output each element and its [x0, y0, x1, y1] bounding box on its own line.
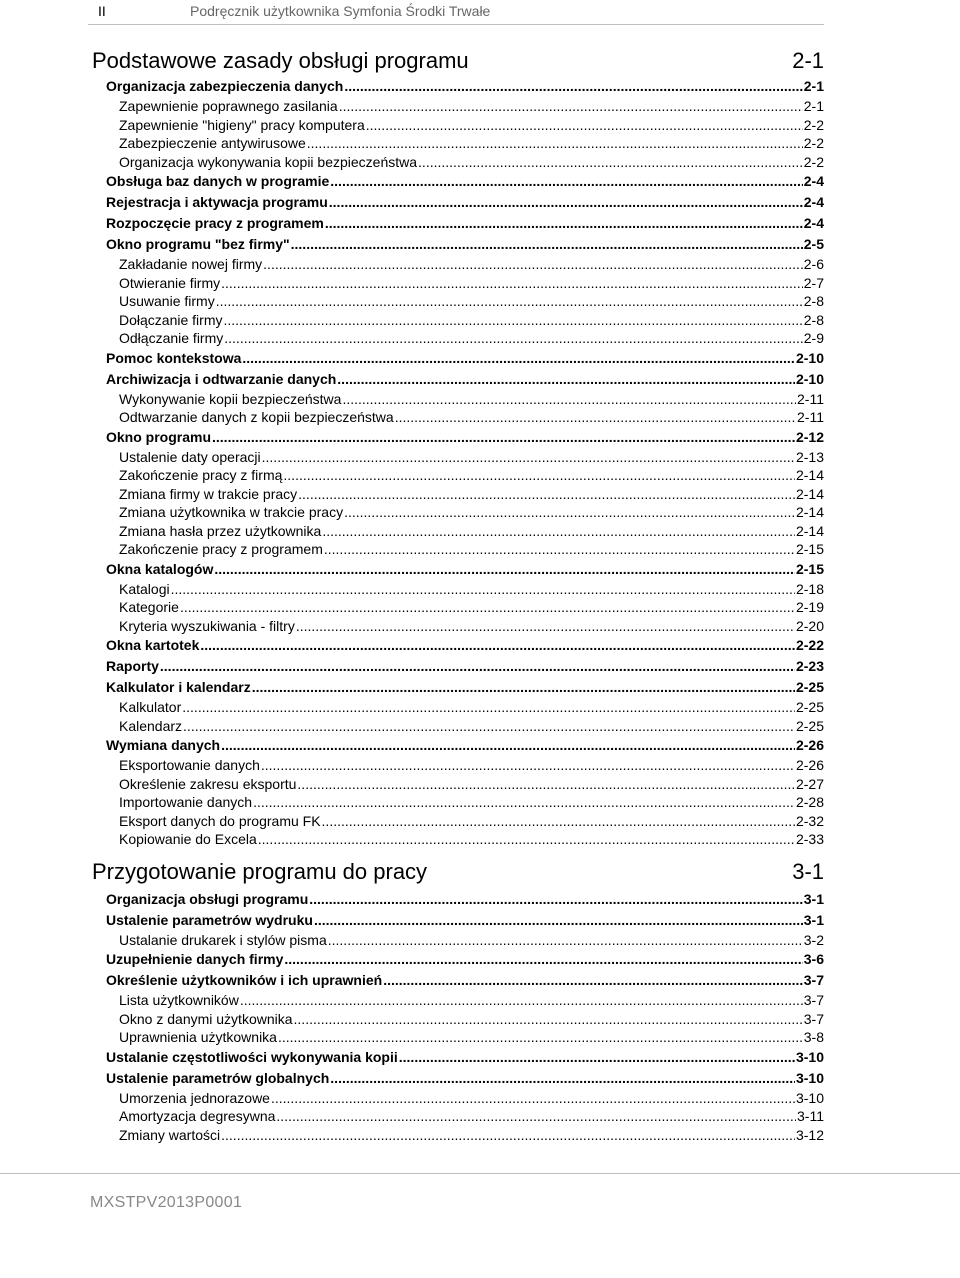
dot-leader [224, 329, 803, 348]
entry-label: Określenie zakresu eksportu [119, 775, 297, 792]
entry-page: 2-4 [803, 215, 824, 231]
entry-label: Organizacja obsługi programu [106, 890, 309, 907]
toc-subsection-entry[interactable] [92, 255, 824, 274]
entry-label: Okno z danymi użytkownika [119, 1010, 293, 1027]
entry-page: 2-22 [795, 637, 824, 653]
toc-section-entry[interactable] [92, 656, 824, 677]
entry-label: Umorzenia jednorazowe [119, 1089, 270, 1106]
toc-section-entry[interactable] [92, 234, 824, 255]
entry-label: Usuwanie firmy [119, 293, 215, 309]
dot-leader [221, 735, 795, 756]
toc-subsection-entry[interactable] [92, 598, 824, 617]
dot-leader [160, 656, 795, 677]
entry-page: 3-1 [803, 911, 824, 928]
page-number: II [98, 3, 106, 19]
entry-label: Zmiana firmy w trakcie pracy [119, 485, 298, 502]
entry-page: 3-7 [803, 1010, 824, 1027]
dot-leader [330, 171, 802, 192]
toc-section-entry[interactable] [92, 970, 824, 991]
entry-label: Zmiana użytkownika w trakcie pracy [119, 504, 344, 520]
dot-leader [252, 677, 795, 698]
entry-label: Zakładanie nowej firmy [119, 256, 263, 272]
toc-section-entry[interactable] [92, 427, 824, 448]
entry-label: Uprawnienia użytkownika [119, 1029, 277, 1045]
entry-label: Organizacja wykonywania kopii bezpieczeństwa [119, 153, 418, 170]
toc-subsection-entry[interactable] [92, 1089, 824, 1108]
dot-leader [383, 970, 803, 991]
entry-page: 3-10 [795, 1048, 824, 1065]
entry-page: 2-11 [797, 390, 824, 407]
chapter-heading[interactable] [92, 855, 824, 889]
entry-label: Okno programu "bez firmy" [106, 236, 290, 252]
entry-page: 2-2 [803, 116, 824, 133]
dot-leader [212, 427, 795, 448]
entry-label: Eksport danych do programu FK [119, 812, 321, 829]
dot-leader [240, 991, 803, 1010]
dot-leader [322, 522, 795, 541]
toc-subsection-entry[interactable] [92, 448, 824, 467]
entry-page: 2-32 [795, 812, 824, 829]
entry-page: 2-12 [795, 428, 824, 445]
entry-page: 3-7 [803, 972, 824, 988]
entry-label: Kategorie [119, 599, 179, 615]
entry-page: 3-8 [803, 1029, 824, 1045]
entry-label: Kalkulator i kalendarz [106, 679, 251, 695]
entry-label: Okna katalogów [106, 560, 214, 577]
entry-page: 3-1 [803, 890, 824, 907]
entry-label: Ustalenie daty operacji [119, 448, 261, 465]
entry-label: Wykonywanie kopii bezpieczeństwa [119, 390, 342, 407]
entry-label: Rejestracja i aktywacja programu [106, 194, 328, 210]
dot-leader [221, 1126, 795, 1145]
toc-section-entry[interactable] [92, 1068, 824, 1089]
entry-page: 3-12 [795, 1126, 824, 1143]
entry-page: 2-9 [803, 330, 824, 346]
document-code: MXSTPV2013P0001 [90, 1194, 243, 1211]
footer-divider [0, 1173, 960, 1174]
toc-section-entry[interactable] [92, 76, 824, 97]
entry-page: 3-6 [803, 951, 824, 967]
entry-label: Kopiowanie do Excela [119, 831, 257, 847]
entry-label: Katalogi [119, 580, 170, 597]
toc-subsection-entry[interactable] [92, 830, 824, 849]
toc-section-entry[interactable] [92, 949, 824, 970]
dot-leader [344, 76, 802, 97]
entry-label: Zmiany wartości [119, 1126, 221, 1143]
toc-subsection-entry[interactable] [92, 522, 824, 541]
entry-page: 2-26 [795, 737, 824, 753]
entry-page: 2-14 [795, 504, 824, 520]
toc-subsection-entry[interactable] [92, 485, 824, 504]
entry-label: Kalendarz [119, 717, 183, 734]
dot-leader [296, 617, 795, 636]
dot-leader [278, 1028, 803, 1047]
entry-label: Zapewnienie "higieny" pracy komputera [119, 116, 365, 133]
entry-page: 2-33 [795, 831, 824, 847]
entry-label: Raporty [106, 658, 159, 674]
entry-label: Obsługa baz danych w programie [106, 173, 330, 189]
dot-leader [180, 598, 795, 617]
entry-label: Otwieranie firmy [119, 274, 221, 291]
entry-page: 2-1 [803, 78, 824, 94]
toc-section-entry[interactable] [92, 369, 824, 390]
entry-label: Ustalanie częstotliwości wykonywania kopii [106, 1048, 398, 1065]
toc-section-entry[interactable] [92, 635, 824, 656]
toc-subsection-entry[interactable] [92, 329, 824, 348]
chapter-heading[interactable] [92, 46, 824, 76]
toc-subsection-entry[interactable] [92, 540, 824, 559]
dot-leader [307, 134, 803, 153]
dot-leader [200, 635, 795, 656]
entry-label: Zakończenie pracy z programem [119, 541, 323, 557]
dot-leader [171, 580, 795, 599]
entry-label: Odtwarzanie danych z kopii bezpieczeństwa [119, 409, 394, 425]
entry-label: Określenie użytkowników i ich uprawnień [106, 972, 383, 988]
dot-leader [337, 369, 795, 390]
toc-section-entry[interactable] [92, 1047, 824, 1068]
entry-page: 3-10 [795, 1089, 824, 1106]
toc-subsection-entry[interactable] [92, 408, 824, 427]
dot-leader [297, 775, 795, 794]
dot-leader [221, 274, 803, 293]
toc-section-entry[interactable] [92, 348, 824, 369]
dot-leader [399, 1047, 795, 1068]
entry-label: Eksportowanie danych [119, 757, 260, 773]
toc-subsection-entry[interactable] [92, 134, 824, 153]
entry-page: 2-23 [795, 658, 824, 674]
dot-leader [314, 910, 803, 931]
entry-page: 2-8 [803, 293, 824, 309]
entry-page: 2-25 [795, 699, 824, 715]
entry-label: Amortyzacja degresywna [119, 1108, 276, 1124]
toc-section-entry[interactable] [92, 910, 824, 931]
dot-leader [322, 812, 795, 831]
dot-leader [291, 234, 803, 255]
entry-page: 2-14 [795, 485, 824, 502]
dot-leader [262, 448, 795, 467]
toc-subsection-entry[interactable] [92, 292, 824, 311]
entry-page: 3-10 [795, 1069, 824, 1086]
entry-page: 3-2 [803, 931, 824, 948]
dot-leader [366, 116, 803, 135]
entry-label: Ustalenie parametrów wydruku [106, 911, 313, 928]
dot-leader [344, 503, 795, 522]
toc-subsection-entry[interactable] [92, 756, 824, 775]
entry-page: 2-27 [795, 775, 824, 792]
dot-leader [276, 1107, 796, 1126]
toc-subsection-entry[interactable] [92, 991, 824, 1010]
toc-section-entry[interactable] [92, 171, 824, 192]
chapter-page: 3-1 [792, 858, 824, 884]
entry-label: Zapewnienie poprawnego zasilania [119, 98, 338, 114]
entry-label: Ustalanie drukarek i stylów pisma [119, 931, 327, 948]
toc-subsection-entry[interactable] [92, 931, 824, 950]
toc-subsection-entry[interactable] [92, 775, 824, 794]
entry-page: 3-7 [803, 992, 824, 1008]
toc-subsection-entry[interactable] [92, 390, 824, 409]
toc-subsection-entry[interactable] [92, 153, 824, 172]
entry-label: Kryteria wyszukiwania - filtry [119, 617, 295, 634]
dot-leader [309, 889, 803, 910]
entry-page: 2-25 [795, 679, 824, 695]
toc-subsection-entry[interactable] [92, 116, 824, 135]
entry-label: Archiwizacja i odtwarzanie danych [106, 370, 337, 387]
dot-leader [325, 213, 803, 234]
entry-page: 2-10 [795, 349, 824, 366]
toc-subsection-entry[interactable] [92, 580, 824, 599]
entry-page: 2-10 [795, 370, 824, 387]
toc-subsection-entry[interactable] [92, 1010, 824, 1029]
entry-label: Odłączanie firmy [119, 330, 224, 346]
dot-leader [294, 1010, 803, 1029]
toc-subsection-entry[interactable] [92, 812, 824, 831]
dot-leader [418, 153, 803, 172]
dot-leader [263, 255, 803, 274]
toc-subsection-entry[interactable] [92, 503, 824, 522]
dot-leader [253, 793, 795, 812]
entry-label: Rozpoczęcie pracy z programem [106, 215, 324, 231]
running-title: Podręcznik użytkownika Symfonia Środki Trwałe [190, 3, 491, 19]
chapter-title: Podstawowe zasady obsługi programu [92, 48, 469, 73]
dot-leader [342, 390, 796, 409]
toc-section-entry[interactable] [92, 559, 824, 580]
toc-subsection-entry[interactable] [92, 1126, 824, 1145]
toc-subsection-entry[interactable] [92, 717, 824, 736]
entry-label: Okno programu [106, 428, 212, 445]
table-of-contents [92, 46, 824, 1144]
entry-page: 2-15 [795, 560, 824, 577]
entry-page: 2-1 [803, 98, 824, 114]
entry-page: 2-20 [795, 617, 824, 634]
entry-label: Zmiana hasła przez użytkownika [119, 522, 322, 539]
dot-leader [328, 931, 803, 950]
dot-leader [284, 949, 802, 970]
entry-page: 2-26 [795, 757, 824, 773]
dot-leader [271, 1089, 795, 1108]
dot-leader [329, 192, 803, 213]
entry-page: 2-14 [795, 467, 824, 483]
entry-page: 2-19 [795, 599, 824, 615]
entry-page: 2-25 [795, 717, 824, 734]
entry-label: Importowanie danych [119, 794, 253, 810]
dot-leader [183, 717, 795, 736]
toc-section-entry[interactable] [92, 677, 824, 698]
entry-page: 2-11 [797, 409, 824, 425]
toc-section-entry[interactable] [92, 192, 824, 213]
dot-leader [258, 830, 795, 849]
dot-leader [298, 485, 795, 504]
entry-page: 2-5 [803, 236, 824, 252]
toc-subsection-entry[interactable] [92, 793, 824, 812]
entry-page: 2-2 [803, 135, 824, 151]
entry-label: Zabezpieczenie antywirusowe [119, 135, 306, 151]
entry-page: 2-8 [803, 311, 824, 328]
dot-leader [339, 97, 803, 116]
toc-subsection-entry[interactable] [92, 274, 824, 293]
toc-subsection-entry[interactable] [92, 311, 824, 330]
entry-label: Lista użytkowników [119, 992, 239, 1008]
entry-label: Uzupełnienie danych firmy [106, 951, 284, 967]
entry-page: 2-13 [795, 448, 824, 465]
toc-subsection-entry[interactable] [92, 466, 824, 485]
entry-label: Kalkulator [119, 699, 182, 715]
toc-section-entry[interactable] [92, 889, 824, 910]
entry-label: Dołączanie firmy [119, 311, 223, 328]
entry-page: 2-7 [803, 274, 824, 291]
entry-page: 2-15 [795, 541, 824, 557]
toc-section-entry[interactable] [92, 213, 824, 234]
entry-label: Okna kartotek [106, 637, 200, 653]
dot-leader [283, 466, 795, 485]
entry-label: Zakończenie pracy z firmą [119, 467, 283, 483]
page-header [0, 0, 960, 26]
toc-section-entry[interactable] [92, 735, 824, 756]
entry-page: 2-14 [795, 522, 824, 539]
entry-page: 3-11 [797, 1108, 824, 1124]
toc-subsection-entry[interactable] [92, 97, 824, 116]
toc-subsection-entry[interactable] [92, 1028, 824, 1047]
chapter-page: 2-1 [792, 48, 824, 73]
dot-leader [182, 698, 795, 717]
chapter-title: Przygotowanie programu do pracy [92, 858, 428, 884]
entry-label: Ustalenie parametrów globalnych [106, 1069, 330, 1086]
entry-page: 2-4 [803, 173, 824, 189]
toc-subsection-entry[interactable] [92, 1107, 824, 1126]
entry-label: Organizacja zabezpieczenia danych [106, 78, 344, 94]
header-divider [88, 24, 824, 25]
dot-leader [214, 559, 795, 580]
entry-page: 2-4 [803, 194, 824, 210]
entry-page: 2-6 [803, 256, 824, 272]
dot-leader [242, 348, 795, 369]
entry-page: 2-18 [795, 580, 824, 597]
dot-leader [330, 1068, 795, 1089]
dot-leader [216, 292, 803, 311]
entry-label: Pomoc kontekstowa [106, 349, 242, 366]
entry-page: 2-2 [803, 153, 824, 170]
dot-leader [261, 756, 795, 775]
entry-page: 2-28 [795, 794, 824, 810]
dot-leader [223, 311, 802, 330]
entry-label: Wymiana danych [106, 737, 221, 753]
dot-leader [324, 540, 795, 559]
toc-subsection-entry[interactable] [92, 617, 824, 636]
toc-subsection-entry[interactable] [92, 698, 824, 717]
dot-leader [395, 408, 796, 427]
